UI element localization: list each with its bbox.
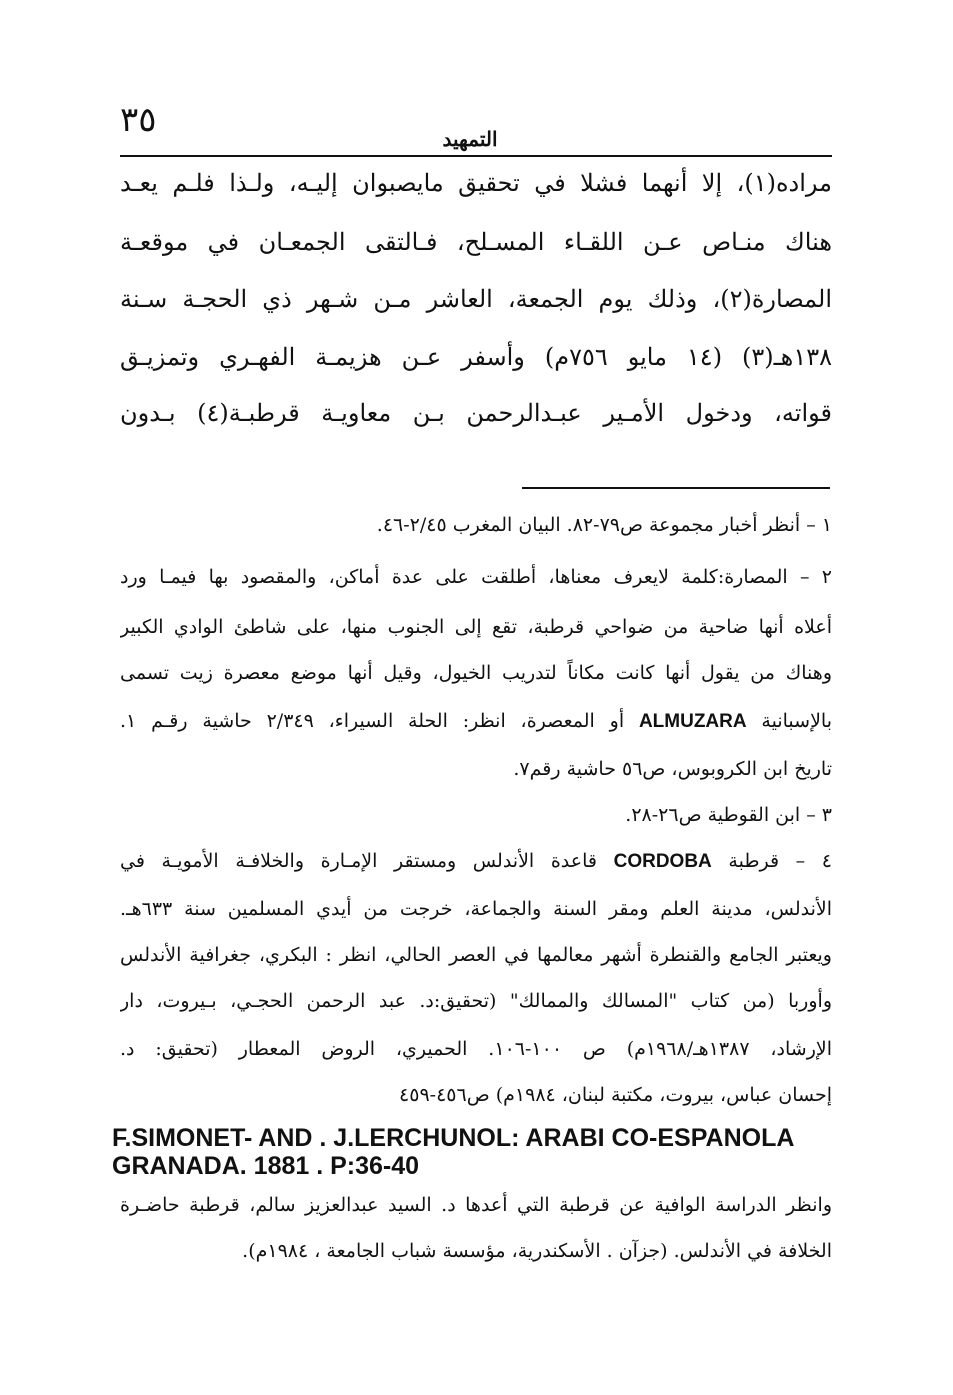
footnote-4-line-1 bbox=[120, 846, 832, 877]
chapter-title: التمهيد bbox=[442, 127, 498, 151]
footnote-2-line-5: تاريخ ابن الكروبوس، ص٥٦ حاشية رقم٧. bbox=[513, 758, 832, 780]
latin-term-almuzara: ALMUZARA bbox=[638, 711, 747, 732]
footnote-2-line-1: ٢ – المصارة:كلمة لايعرف معناها، أطلقت على عدة أماكن، والمقصود بها فيمـا ورد bbox=[120, 566, 832, 588]
body-line-2: هناك منـاص عـن اللقـاء المسـلح، فـالتقى الجمعـان في موقعـة bbox=[120, 228, 832, 256]
page-number: ٣٥ bbox=[120, 100, 157, 140]
footnote-4-line-8: الخلافة في الأندلس. (جزآن . الأسكندرية، مؤسسة شباب الجامعة ، ١٩٨٤م). bbox=[242, 1240, 832, 1262]
footnote-2-line-4 bbox=[120, 706, 832, 737]
footnote-4-line-1-post: قاعدة الأندلس ومستقر الإمـارة والخلافـة الأمويـة في bbox=[120, 850, 597, 872]
footnote-2-line-2: أعلاه أنها ضاحية من ضواحي قرطبة، تقع إلى الجنوب منها، على شاطئ الوادي الكبير bbox=[120, 616, 832, 638]
latin-term-cordoba: CORDOBA bbox=[613, 851, 712, 872]
footnote-4-line-6: إحسان عباس، بيروت، مكتبة لبنان، ١٩٨٤م) ص٤٥٦-٤٥٩ bbox=[399, 1084, 832, 1106]
footnote-1: ١ – أنظر أخبار مجموعة ص٧٩-٨٢. البيان المغرب ٢/٤٥-٤٦. bbox=[376, 514, 832, 536]
footnote-3: ٣ – ابن القوطية ص٢٦-٢٨. bbox=[625, 804, 832, 826]
footnote-2-line-4-pre: بالإسبانية bbox=[761, 710, 832, 732]
body-line-1: مراده(١)، إلا أنهما فشلا في تحقيق مايصبوان إليـه، ولـذا فلـم يعـد bbox=[120, 169, 832, 197]
body-line-5: قواته، ودخول الأمـير عبـدالرحمن بـن معاويـة قرطبـة(٤) بـدون bbox=[120, 399, 832, 427]
latin-reference-line-2: GRANADA. 1881 . P:36-40 bbox=[112, 1152, 420, 1180]
footnote-4-line-1-pre: ٤ – قرطبة bbox=[728, 850, 832, 872]
footnote-4-line-7: وانظر الدراسة الوافية عن قرطبة التي أعدها د. السيد عبدالعزيز سالم، قرطبة حاضـرة bbox=[120, 1194, 832, 1216]
body-line-3: المصارة(٢)، وذلك يوم الجمعة، العاشر مـن شـهر ذي الحجـة سـنة bbox=[120, 285, 832, 313]
footnote-2-line-3: وهناك من يقول أنها كانت مكاناً لتدريب الخيول، وقيل أنها موضع معصرة زيت تسمى bbox=[120, 662, 832, 684]
footnote-4-line-4: وأوربا (من كتاب "المسالك والممالك" (تحقيق:د. عبد الرحمن الحجـي، بـيروت، دار bbox=[120, 990, 832, 1012]
footnote-4-line-3: ويعتبر الجامع والقنطرة أشهر معالمها في العصر الحالي، انظر : البكري، جغرافية الأندلس bbox=[120, 944, 832, 966]
body-line-4: ١٣٨هـ(٣) (١٤ مايو ٧٥٦م) وأسفر عـن هزيمـة الفهـري وتمزيـق bbox=[120, 343, 832, 371]
footnote-divider bbox=[522, 487, 830, 489]
footnote-4-line-2: الأندلس، مدينة العلم ومقر السنة والجماعة، خرجت من أيدي المسلمين سنة ٦٣٣هـ. bbox=[120, 898, 832, 920]
footnote-2-line-4-post: أو المعصرة، انظر: الحلة السيراء، ٢/٣٤٩ حاشية رقـم ١. bbox=[120, 710, 625, 732]
header-divider bbox=[120, 155, 832, 157]
latin-reference-line-1: F.SIMONET- AND . J.LERCHUNOL: ARABI CO-ESPANOLA bbox=[112, 1124, 795, 1152]
footnote-4-line-5: الإرشاد، ١٣٨٧هـ/١٩٦٨م) ص ١٠٠-١٠٦. الحميري، الروض المعطار (تحقيق: د. bbox=[120, 1038, 832, 1060]
